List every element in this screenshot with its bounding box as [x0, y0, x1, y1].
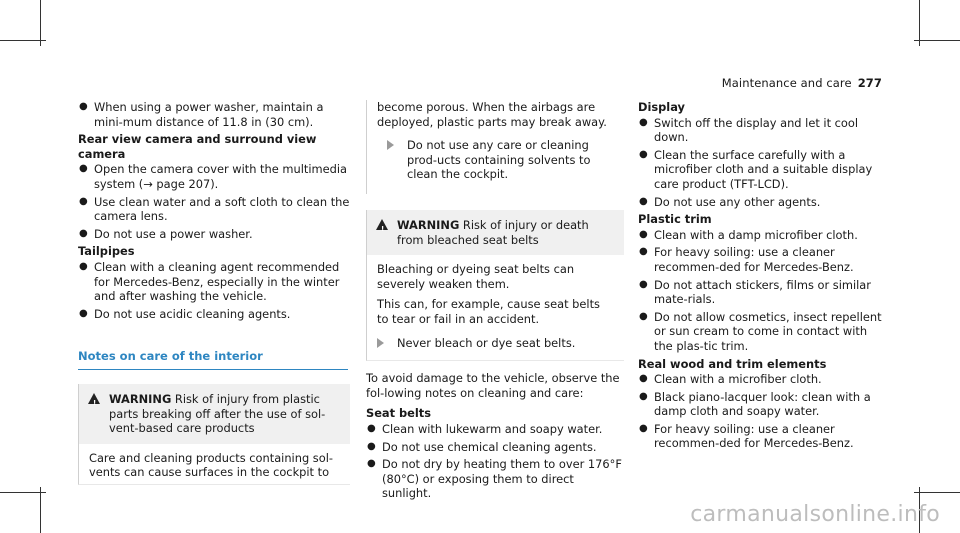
- warning-title: Risk of injury or death from bleached seat belts: [397, 217, 589, 247]
- bullet-icon: ●: [79, 163, 88, 175]
- action-step: Do not use any care or cleaning prod-ucts containing solvents to clean the cockpit.: [377, 138, 616, 182]
- warning-box: [78, 384, 350, 485]
- subheading-tailpipes: Tailpipes: [78, 244, 135, 259]
- list-item: ● Clean with a damp microfiber cloth.: [639, 227, 858, 242]
- bullet-icon: ●: [639, 195, 648, 207]
- crop-mark: [40, 487, 41, 533]
- list-item: ● Do not dry by heating them to over 176°F (80°C) or exposing them to direct sunlight.: [367, 457, 622, 501]
- warning-title: Risk of injury from plastic parts breaking off after the use of sol-vent-based care products: [109, 391, 326, 436]
- list-item: ● Clean with lukewarm and soapy water.: [367, 421, 603, 436]
- list-item: ● Open the camera cover with the multimedia system (→ page 207).: [79, 162, 347, 191]
- bullet-icon: ●: [367, 422, 376, 434]
- warning-label: WARNING: [109, 391, 172, 406]
- crop-mark: [914, 492, 960, 493]
- list-item: ● Do not allow cosmetics, insect repellent or sun cream to come in contact with the plas-tic trim.: [639, 309, 882, 353]
- list-item: ● For heavy soiling: use a cleaner recommen-ded for Mercedes-Benz.: [639, 245, 854, 274]
- list-item: ● Clean with a cleaning agent recommended for Mercedes-Benz, especially in the winter and after washing the vehicle.: [79, 259, 340, 304]
- subheading-plastic-trim: Plastic trim: [638, 212, 712, 227]
- bullet-icon: ●: [639, 228, 648, 240]
- list-item: ● When using a power washer, maintain a mini-mum distance of 11.8 in (30 cm).: [79, 100, 324, 129]
- crop-mark: [914, 40, 960, 41]
- list-item: ● Clean with a microfiber cloth.: [639, 372, 822, 387]
- subheading-display: Display: [638, 100, 685, 114]
- warning-continuation: [366, 100, 624, 194]
- bullet-icon: ●: [639, 373, 648, 385]
- warning-body: Care and cleaning products containing sol-vents can cause surfaces in the cockpit to: [89, 450, 333, 480]
- subheading-real-wood: Real wood and trim elements: [638, 356, 827, 371]
- list-item: ● Do not use any other agents.: [639, 194, 821, 209]
- subheading-seat-belts: Seat belts: [366, 406, 432, 421]
- paragraph: To avoid damage to the vehicle, observe the fol-lowing notes on cleaning and care:: [366, 371, 620, 400]
- bullet-icon: ●: [79, 195, 88, 207]
- arrow-right-icon: [387, 140, 394, 150]
- bullet-icon: ●: [79, 307, 88, 319]
- bullet-icon: ●: [639, 246, 648, 258]
- bullet-icon: ●: [639, 278, 648, 290]
- crop-mark: [0, 40, 46, 41]
- list-item: ● Switch off the display and let it cool down.: [639, 115, 859, 145]
- bullet-icon: ●: [79, 227, 88, 239]
- bullet-icon: ●: [639, 390, 648, 402]
- warning-triangle-icon: !: [88, 393, 100, 404]
- bullet-icon: ●: [367, 458, 376, 470]
- running-header: [722, 76, 882, 90]
- warning-header: [79, 384, 350, 444]
- warning-body-cont: become porous. When the airbags are deployed, plastic parts may break away.: [377, 100, 607, 129]
- section-name: Maintenance and care: [721, 76, 852, 90]
- bullet-icon: ●: [367, 440, 376, 452]
- warning-label: WARNING: [397, 217, 460, 232]
- warning-body: [367, 255, 624, 360]
- subheading-rear-camera: Rear view camera and surround view camera: [78, 132, 317, 161]
- bullet-icon: ●: [639, 116, 648, 128]
- action-step: Never bleach or dye seat belts.: [367, 336, 614, 351]
- bullet-icon: ●: [639, 148, 648, 160]
- warning-text: This can, for example, cause seat belts to tear or fail in an accident.: [377, 297, 600, 326]
- column-2: [366, 100, 624, 504]
- list-item: ● Do not use acidic cleaning agents.: [79, 306, 291, 321]
- section-title: Notes on care of the interior: [78, 349, 348, 370]
- column-1: [78, 100, 350, 485]
- list-item: ● Do not use chemical cleaning agents.: [367, 439, 597, 454]
- page-number: 277: [857, 76, 882, 90]
- bullet-icon: ●: [79, 101, 88, 112]
- warning-triangle-icon: !: [376, 219, 388, 230]
- warning-header: [367, 210, 624, 255]
- list-item: ● Use clean water and a soft cloth to clean the camera lens.: [79, 194, 350, 224]
- arrow-right-icon: [377, 338, 384, 348]
- list-item: ● Black piano-lacquer look: clean with a damp cloth and soapy water.: [639, 389, 871, 419]
- bullet-icon: ●: [639, 310, 648, 322]
- column-3: [638, 100, 886, 454]
- bullet-icon: ●: [79, 260, 88, 272]
- list-item: ● Do not attach stickers, films or similar mate-rials.: [639, 277, 871, 307]
- bullet-icon: ●: [639, 422, 648, 434]
- warning-text: Bleaching or dyeing seat belts can severely weaken them.: [377, 262, 575, 291]
- list-item: ● Do not use a power washer.: [79, 226, 253, 241]
- watermark: carmanualsonline.info: [690, 502, 940, 527]
- crop-mark: [0, 492, 46, 493]
- warning-box: [366, 210, 624, 361]
- list-item: ● Clean the surface carefully with a microfiber cloth and a suitable display care product (TFT-LCD).: [639, 147, 873, 191]
- list-item: ● For heavy soiling: use a cleaner recommen-ded for Mercedes-Benz.: [639, 421, 854, 451]
